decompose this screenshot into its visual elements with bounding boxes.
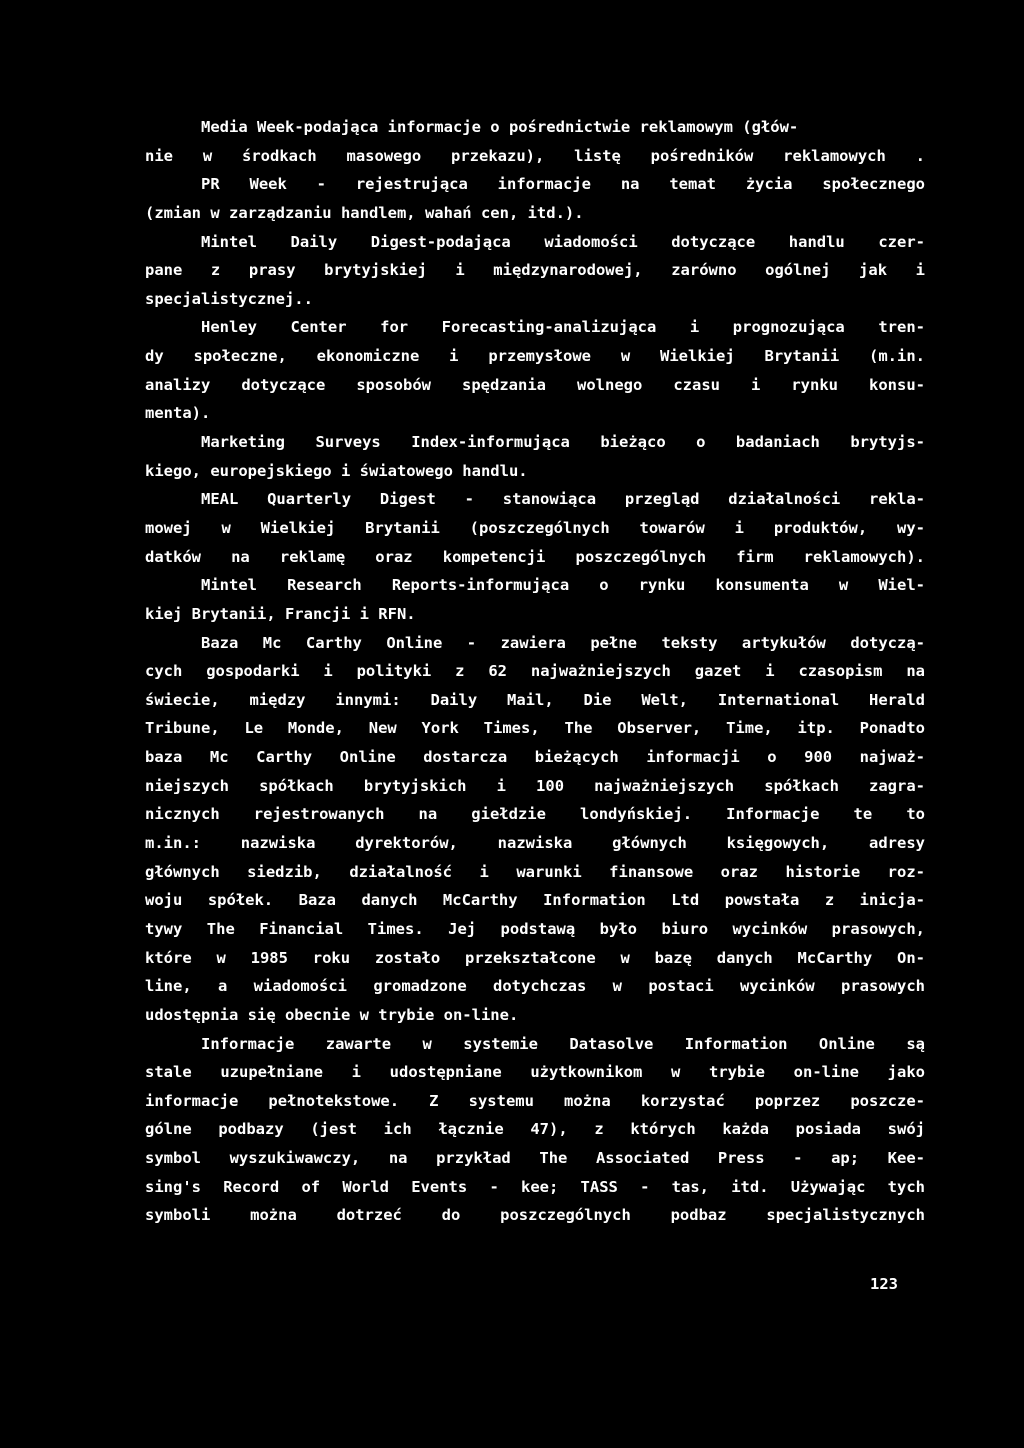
- text-line: pane z prasy brytyjskiej i międzynarodowej, zarówno ogólnej jak i: [145, 261, 925, 280]
- text-line: udostępnia się obecnie w trybie on-line.: [145, 1005, 519, 1024]
- text-line: nicznych rejestrowanych na giełdzie londyńskiej. Informacje te to: [145, 805, 925, 824]
- text-line: Mintel Daily Digest-podająca wiadomości dotyczące handlu czer-: [201, 232, 925, 251]
- page-number: 123: [870, 1275, 898, 1293]
- text-line: mowej w Wielkiej Brytanii (poszczególnych towarów i produktów, wy-: [145, 518, 925, 537]
- text-line: (zmian w zarządzaniu handlem, wahań cen, itd.).: [145, 203, 584, 222]
- text-line: Marketing Surveys Index-informująca bieżąco o badaniach brytyjs-: [201, 433, 925, 452]
- text-line: Tribune, Le Monde, New York Times, The Observer, Time, itp. Ponadto: [145, 719, 925, 738]
- text-line: sing's Record of World Events - kee; TASS - tas, itd. Używając tych: [145, 1177, 925, 1196]
- text-line: symbol wyszukiwawczy, na przykład The Associated Press - ap; Kee-: [145, 1149, 925, 1168]
- text-line: Baza Mc Carthy Online - zawiera pełne teksty artykułów dotyczą-: [201, 633, 925, 652]
- text-line: Mintel Research Reports-informująca o rynku konsumenta w Wiel-: [201, 576, 925, 595]
- text-line: symboli można dotrzeć do poszczególnych podbaz specjalistycznych: [145, 1206, 925, 1225]
- text-line: cych gospodarki i polityki z 62 najważniejszych gazet i czasopism na: [145, 662, 925, 681]
- text-line: menta).: [145, 404, 211, 423]
- text-line: Media Week-podająca informacje o pośrednictwie reklamowym (głów-: [201, 118, 799, 136]
- text-line: woju spółek. Baza danych McCarthy Information Ltd powstała z inicja-: [145, 891, 925, 910]
- text-line: analizy dotyczące sposobów spędzania wolnego czasu i rynku konsu-: [145, 375, 925, 394]
- text-line: PR Week - rejestrująca informacje na temat życia społecznego: [201, 175, 925, 194]
- text-line: tywy The Financial Times. Jej podstawą było biuro wycinków prasowych,: [145, 919, 925, 938]
- text-line: niejszych spółkach brytyjskich i 100 najważniejszych spółkach zagra-: [145, 776, 925, 795]
- text-line: które w 1985 roku zostało przekształcone w bazę danych McCarthy On-: [145, 948, 925, 967]
- text-line: baza Mc Carthy Online dostarcza bieżących informacji o 900 najważ-: [145, 748, 925, 767]
- text-line: kiego, europejskiego i światowego handlu.: [145, 461, 528, 480]
- text-line: głównych siedzib, działalność i warunki finansowe oraz historie roz-: [145, 862, 925, 881]
- text-line: Henley Center for Forecasting-analizująca i prognozująca tren-: [201, 318, 925, 337]
- text-line: dy społeczne, ekonomiczne i przemysłowe w Wielkiej Brytanii (m.in.: [145, 347, 925, 366]
- text-line: gólne podbazy (jest ich łącznie 47), z których każda posiada swój: [145, 1120, 925, 1139]
- body-text: [145, 113, 925, 1230]
- text-line: nie w środkach masowego przekazu), listę pośredników reklamowych .: [145, 146, 925, 165]
- text-line: Informacje zawarte w systemie Datasolve Information Online są: [201, 1034, 925, 1053]
- text-line: kiej Brytanii, Francji i RFN.: [145, 604, 416, 623]
- text-line: stale uzupełniane i udostępniane użytkownikom w trybie on-line jako: [145, 1063, 925, 1082]
- text-line: MEAL Quarterly Digest - stanowiąca przegląd działalności rekla-: [201, 490, 925, 509]
- text-line: datków na reklamę oraz kompetencji poszczególnych firm reklamowych).: [145, 547, 925, 566]
- text-line: świecie, między innymi: Daily Mail, Die Welt, International Herald: [145, 690, 925, 709]
- text-line: specjalistycznej..: [145, 289, 313, 308]
- text-line: informacje pełnotekstowe. Z systemu można korzystać poprzez poszcze-: [145, 1091, 925, 1110]
- text-line: line, a wiadomości gromadzone dotychczas w postaci wycinków prasowych: [145, 977, 925, 996]
- text-line: m.in.: nazwiska dyrektorów, nazwiska głównych księgowych, adresy: [145, 834, 925, 853]
